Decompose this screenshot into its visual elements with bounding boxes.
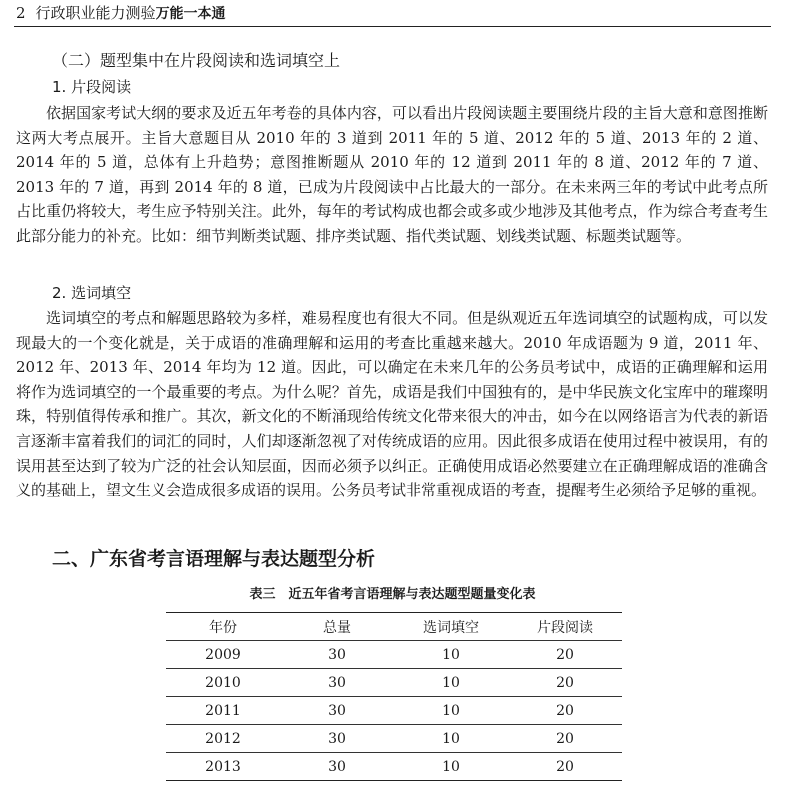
series-name: 万能一本通 [155,6,226,22]
cell-reading: 20 [508,725,622,753]
cell-reading: 20 [508,641,622,669]
cell-year: 2011 [166,697,280,725]
cell-year: 2012 [166,725,280,753]
part-title: 二、广东省考言语理解与表达题型分析 [52,548,376,570]
cell-fill-in: 10 [394,641,508,669]
header-year: 年份 [166,613,280,641]
header-rule [14,26,771,27]
book-title: 行政职业能力测验 [35,4,156,22]
table-row [166,697,622,725]
cell-fill-in: 10 [394,753,508,781]
paragraph-reading: 依据国家考试大纲的要求及近五年考卷的具体内容，可以看出片段阅读题主要围绕片段的主旨大意和意图推断这两大考点展开。主旨大意题目从 2010 年的 3 道到 2011 年的 5 道、2012 年的 5 道、2013 年的 2 道、2014 年的 5 道，总体有上升趋势；意图推断题从 2010 年的 12 道到 2011 年的 8 道、2012 年的 7 道、2013 年的 7 道，再到 2014 年的 8 道，已成为片段阅读中占比最大的一部分。在未来两三年的考试中此考点所占比重仍将较大，考生应予特别关注。此外，每年的考试构成也都会或多或少地涉及其他考点，作为综合考查考生此部分能力的补充。比如：细节判断类试题、排序类试题、指代类试题、划线类试题、标题类试题等。 [16,104,768,245]
cell-year: 2013 [166,753,280,781]
header-fill-in: 选词填空 [394,613,508,641]
cell-reading: 20 [508,669,622,697]
table-header-row [166,613,622,641]
paragraph-fill-in: 选词填空的考点和解题思路较为多样，难易程度也有很大不同。但是纵观近五年选词填空的试题构成，可以发现最大的一个变化就是，关于成语的准确理解和运用的考查比重越来越大。2010 年成语题为 9 道，2011 年、2012 年、2013 年、2014 年均为 12 道。因此，可以确定在未来几年的公务员考试中，成语的正确理解和运用将作为选词填空的一个最重要的考点。为什么呢？首先，成语是我们中国独有的，是中华民族文化宝库中的璀璨明珠，特别值得传承和推广。其次，新文化的不断涌现给传统文化带来很大的冲击，如今在以网络语言为代表的新语言逐渐丰富着我们的词汇的同时，人们却逐渐忽视了对传统成语的应用。因此很多成语在使用过程中被误用，有的误用甚至达到了较为广泛的社会认知层面，因而必须予以纠正。正确使用成语必然要建立在正确理解成语的准确含义的基础上，望文生义会造成很多成语的误用。公务员考试非常重视成语的考查，提醒考生必须给予足够的重视。 [16,309,768,500]
cell-fill-in: 10 [394,725,508,753]
header-total: 总量 [280,613,394,641]
cell-reading: 20 [508,753,622,781]
cell-fill-in: 10 [394,669,508,697]
section-title: （二）题型集中在片段阅读和选词填空上 [52,51,341,70]
running-head [16,2,769,25]
table-row [166,641,622,669]
subsection-title-fill-in: 2. 选词填空 [52,284,132,302]
cell-total: 30 [280,641,394,669]
data-table [166,612,622,781]
subsection-title-reading: 1. 片段阅读 [52,78,132,96]
cell-year: 2010 [166,669,280,697]
cell-reading: 20 [508,697,622,725]
cell-total: 30 [280,753,394,781]
cell-total: 30 [280,697,394,725]
table-row [166,725,622,753]
table-row [166,753,622,781]
table-caption: 表三 近五年省考言语理解与表达题型题量变化表 [249,587,536,602]
cell-total: 30 [280,669,394,697]
table-row [166,669,622,697]
cell-total: 30 [280,725,394,753]
cell-fill-in: 10 [394,697,508,725]
page-number: 2 [16,4,26,22]
cell-year: 2009 [166,641,280,669]
header-reading: 片段阅读 [508,613,622,641]
